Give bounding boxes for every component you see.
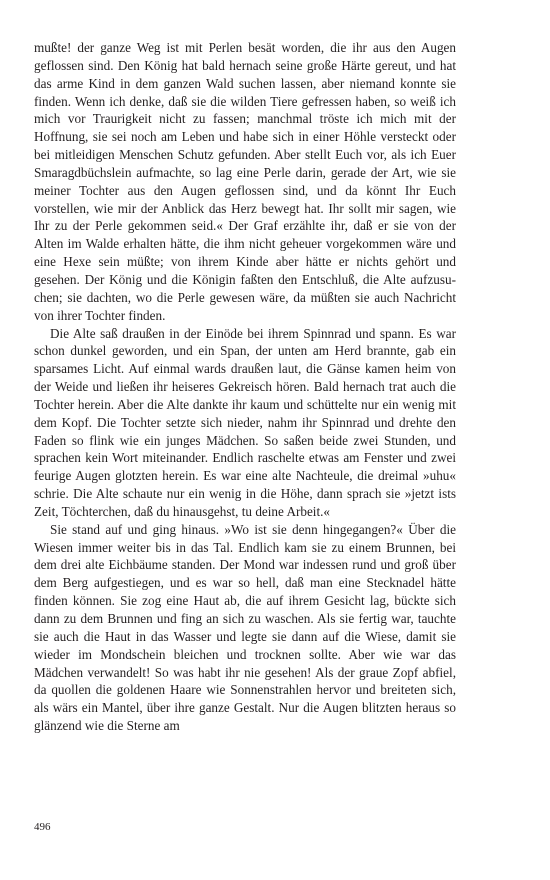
page-number: 496 <box>34 821 51 833</box>
paragraph-continued: mußte! der ganze Weg ist mit Perlen besät worden, die ihr aus den Augen geflossen sind. Den König hat bald hernach seine große Härte gereut, und hat das arme Kind in dem ganzen Wald suchen lassen, aber niemand konnte sie finden. Wenn ich denke, daß sie die wilden Tiere gefressen haben, so weiß ich mich vor Traurigkeit nicht zu fassen; manchmal tröste ich mich mit der Hoffnung, sie sei noch am Leben und habe sich in einer Höhle versteckt oder bei mitleidigen Menschen Schutz gefunden. Aber stellt Euch vor, als ich Euer Smaragdbüchslein aufmachte, so lag eine Perle darin, gerade der Art, wie sie meiner Tochter aus den Augen geflossen sind, und da könnt Ihr Euch vorstellen, wie mir der Anblick das Herz bewegt hat. Ihr sollt mir sagen, wie Ihr zu der Perle gekommen seid.« Der Graf erzählte ihr, daß er sie von der Alten im Walde erhalten hätte, die ihm nicht geheuer vorgekommen wäre und eine Hexe sein müßte; von ihrem Kinde aber hätte er nichts gehört und gesehen. Der König und die Königin faßten den Entschluß, die Alte aufzusuchen; sie dachten, wo die Perle gewesen wäre, da müßten sie auch Nachricht von ihrer Tochter finden. <box>34 40 456 323</box>
paragraph-girl-at-well: Sie stand auf und ging hinaus. »Wo ist sie denn hingegangen?« Über die Wiesen immer weiter bis in das Tal. Endlich kam sie zu einem Brunnen, bei dem drei alte Eichbäume standen. Der Mond war indessen rund und groß über dem Berg aufgestiegen, und es war so hell, daß man eine Stecknadel hätte finden können. Sie zog eine Haut ab, die auf ihrem Gesicht lag, bückte sich dann zu dem Brunnen und fing an sich zu waschen. Als sie fertig war, tauchte sie auch die Haut in das Wasser und legte sie dann auf die Wiese, damit sie wieder im Mondschein bleichen und trocknen sollte. Aber wie war das Mädchen verwandelt! So was habt ihr nie gesehen! Als der graue Zopf abfiel, da quollen die goldenen Haare wie Sonnenstrahlen hervor und breiteten sich, als wärs ein Mantel, über ihre ganze Gestalt. Nur die Augen blitzten heraus so glänzend wie die Sterne am <box>34 521 456 734</box>
page-body-text <box>34 39 456 735</box>
paragraph-old-woman-spinning: Die Alte saß draußen in der Einöde bei ihrem Spinnrad und spann. Es war schon dunkel geworden, und ein Span, der unten am Herd brannte, gab ein sparsames Licht. Auf einmal wards draußen laut, die Gänse kamen heim von der Weide und ließen ihr heiseres Gekreisch hören. Bald hernach trat auch die Tochter herein. Aber die Alte dankte ihr kaum und schüttelte nur ein wenig mit dem Kopf. Die Tochter setzte sich nieder, nahm ihr Spinnrad und drehte den Faden so flink wie ein junges Mädchen. So saßen beide zwei Stunden, und sprachen kein Wort miteinander. Endlich raschelte etwas am Fenster und zwei feurige Augen glotzten herein. Es war eine alte Nachteule, die dreimal »uhu« schrie. Die Alte schaute nur ein wenig in die Höhe, dann sprach sie »jetzt ists Zeit, Töchterchen, daß du hinausgehst, tu deine Arbeit.« <box>34 325 456 519</box>
